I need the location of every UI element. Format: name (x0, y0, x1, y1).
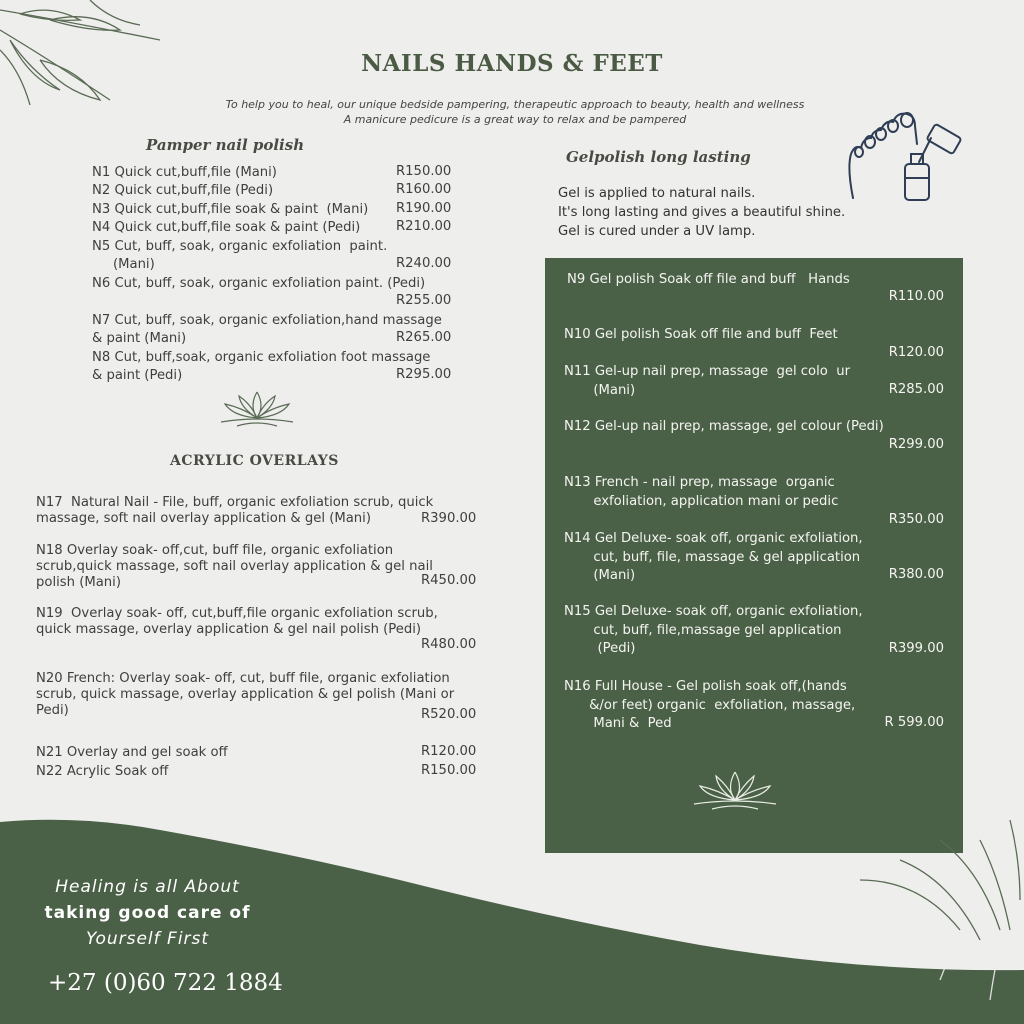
menu-item-price: R285.00 (888, 382, 944, 397)
menu-item-text: N9 Gel polish Soak off file and buff Hands (567, 272, 850, 287)
gel-heading: Gelpolish long lasting (566, 148, 751, 166)
menu-item-text: N22 Acrylic Soak off (36, 764, 169, 779)
subtitle: To help you to heal, our unique bedside pampering, therapeutic approach to beauty, health and wellness A manicure pedicure is a great way to relax and be pampered (225, 98, 805, 126)
menu-item-text: N11 Gel-up nail prep, massage gel colo ur (564, 364, 851, 379)
menu-item-text: N14 Gel Deluxe- soak off, organic exfoliation, (564, 531, 863, 546)
menu-item-price: R350.00 (888, 512, 944, 527)
menu-item-text: Mani & Ped (564, 716, 672, 731)
acrylic-heading: ACRYLIC OVERLAYS (170, 453, 339, 469)
menu-item-price: R295.00 (396, 367, 452, 382)
menu-item-price: R150.00 (421, 763, 477, 778)
menu-item-price: R299.00 (888, 437, 944, 452)
menu-item-text: cut, buff, file, massage & gel application (564, 549, 861, 565)
menu-item-text: N6 Cut, buff, soak, organic exfoliation paint. (Pedi) (92, 276, 426, 291)
menu-item-text: & paint (Pedi) (92, 368, 183, 383)
menu-item-price: R110.00 (888, 289, 944, 304)
menu-item-text: N1 Quick cut,buff,file (Mani) (92, 165, 277, 180)
menu-item-text: N15 Gel Deluxe- soak off, organic exfoliation, (564, 604, 863, 619)
pamper-heading: Pamper nail polish (146, 136, 305, 154)
menu-item-text: scrub, quick massage, overlay application & gel polish (Mani or (36, 687, 455, 702)
menu-item-text: (Mani) (564, 568, 636, 583)
menu-item-price: R 599.00 (884, 715, 944, 730)
menu-item-price: R210.00 (396, 219, 452, 234)
menu-item-text: Pedi) (36, 703, 69, 718)
menu-item-price: R380.00 (888, 567, 944, 582)
gel-description: Gel is applied to natural nails. It's long lasting and gives a beautiful shine. Gel is cured under a UV lamp. (558, 186, 846, 239)
menu-item-text: polish (Mani) (36, 575, 121, 590)
menu-item-price: R520.00 (421, 707, 477, 722)
menu-item-text: (Mani) (92, 257, 155, 272)
menu-item-text: N10 Gel polish Soak off file and buff Feet (564, 327, 838, 342)
menu-item-price: R480.00 (421, 637, 477, 652)
menu-item-text: (Pedi) (564, 641, 636, 656)
menu-item-text: N13 French - nail prep, massage organic (564, 475, 835, 490)
menu-item-text: quick massage, overlay application & gel nail polish (Pedi) (36, 622, 422, 637)
menu-item-text: N19 Overlay soak- off, cut,buff,file organic exfoliation scrub, (36, 606, 438, 621)
menu-item-text: N17 Natural Nail - File, buff, organic exfoliation scrub, quick (36, 495, 434, 510)
menu-item-price: R450.00 (421, 573, 477, 588)
menu-item-text: &/or feet) organic exfoliation, massage, (564, 697, 856, 713)
menu-item-text: (Mani) (564, 382, 636, 398)
menu-item-text: & paint (Mani) (92, 331, 187, 346)
menu-item-text: N8 Cut, buff,soak, organic exfoliation foot massage (92, 350, 431, 365)
menu-item-text: N21 Overlay and gel soak off (36, 745, 228, 760)
menu-item-price: R190.00 (396, 201, 452, 216)
menu-item-text: N16 Full House - Gel polish soak off,(hands (564, 679, 847, 694)
menu-item-text: cut, buff, file,massage gel application (564, 622, 842, 638)
menu-item-price: R255.00 (396, 293, 452, 308)
menu-item-text: scrub,quick massage, soft nail overlay application & gel nail (36, 559, 433, 574)
menu-item-price: R150.00 (396, 164, 452, 179)
menu-item-price: R390.00 (421, 511, 477, 526)
phone-number[interactable]: +27 (0)60 722 1884 (48, 970, 283, 996)
menu-item-text: N4 Quick cut,buff,file soak & paint (Pedi) (92, 220, 361, 235)
menu-item-text: N2 Quick cut,buff,file (Pedi) (92, 183, 274, 198)
menu-item-text: N7 Cut, buff, soak, organic exfoliation,hand massage (92, 313, 442, 328)
page-title: NAILS HANDS & FEET (361, 50, 663, 77)
menu-item-text: N18 Overlay soak- off,cut, buff file, organic exfoliation (36, 543, 394, 558)
menu-item-price: R265.00 (396, 330, 452, 345)
menu-item-price: R120.00 (888, 345, 944, 360)
menu-item-price: R399.00 (888, 641, 944, 656)
menu-item-text: N12 Gel-up nail prep, massage, gel colour (Pedi) (564, 419, 884, 434)
menu-item-text: N5 Cut, buff, soak, organic exfoliation paint. (92, 239, 388, 254)
menu-item-text: N3 Quick cut,buff,file soak & paint (Mani) (92, 202, 369, 217)
menu-item-text: exfoliation, application mani or pedic (564, 493, 839, 509)
menu-item-price: R160.00 (396, 182, 452, 197)
menu-item-text: massage, soft nail overlay application & gel (Mani) (36, 511, 371, 526)
menu-item-price: R120.00 (421, 744, 477, 759)
menu-item-price: R240.00 (396, 256, 452, 271)
footer-quote: Healing is all About taking good care of Yourself First (44, 877, 251, 949)
menu-item-text: N20 French: Overlay soak- off, cut, buff file, organic exfoliation (36, 671, 450, 686)
